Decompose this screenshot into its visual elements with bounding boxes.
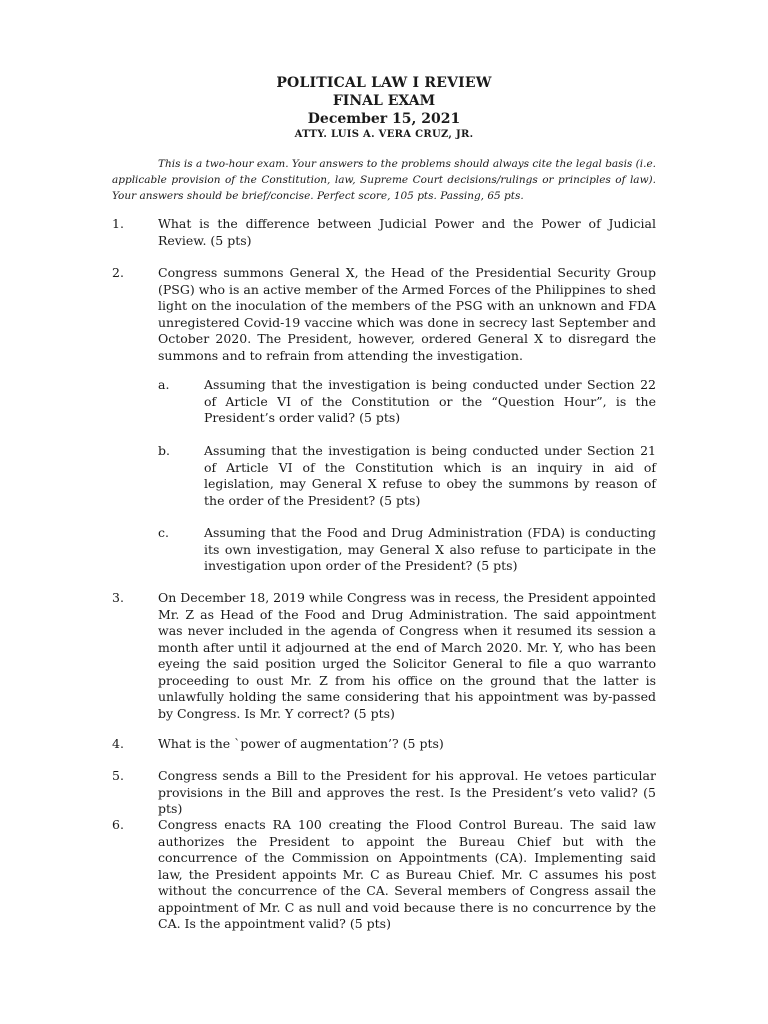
question-text: Congress enacts RA 100 creating the Flood Control Bureau. The said law authorizes the President to appoint the Bureau Chief but with the concurrence of the Commission on Appointments (CA). Implementing said law, the President appoints Mr. C as Bureau Chief. Mr. C assumes his post without the concurrence of the CA. Several members of Congress assail the appointment of Mr. C as null and void because there is no concurrence by the CA. Is the appointment valid? (5 pts) xyxy=(158,817,656,931)
question-text: Congress summons General X, the Head of the Presidential Security Group (PSG) who is an active member of the Armed Forces of the Philippines to shed light on the inoculation of the members of the PSG with an unknown and FDA unregistered Covid-19 vaccine which was done in secrecy last September and October 2020. The President, however, ordered General X to disregard the summons and to refrain from attending the investigation. xyxy=(158,265,656,363)
question-text: What is the `power of augmentation’? (5 pts) xyxy=(158,736,444,751)
sub-question-label: b. xyxy=(158,443,170,458)
question-number: 4. xyxy=(112,736,124,751)
question-number: 3. xyxy=(112,590,124,605)
question-item xyxy=(112,817,656,933)
sub-question-item xyxy=(158,377,656,427)
sub-question-item xyxy=(158,443,656,509)
instructor-name: ATTY. LUIS A. VERA CRUZ, JR. xyxy=(294,129,474,140)
question-item xyxy=(112,736,656,753)
course-title: POLITICAL LAW I REVIEW xyxy=(276,75,492,91)
question-number: 1. xyxy=(112,216,124,231)
sub-question-text: Assuming that the investigation is being conducted under Section 21 of Article VI of the Constitution which is an inquiry in aid of legislation, may General X refuse to obey the summons by reason of the order of the President? (5 pts) xyxy=(204,443,656,508)
exam-header xyxy=(0,74,768,142)
question-text: Congress sends a Bill to the President for his approval. He vetoes particular provisions in the Bill and approves the rest. Is the President’s veto valid? (5 pts) xyxy=(158,768,656,816)
question-number: 2. xyxy=(112,265,124,280)
question-item xyxy=(112,590,656,722)
sub-question-text: Assuming that the investigation is being conducted under Section 22 of Article VI of the Constitution or the “Question Hour”, is the President’s order valid? (5 pts) xyxy=(204,377,656,425)
exam-date: December 15, 2021 xyxy=(307,111,461,127)
exam-title: FINAL EXAM xyxy=(332,93,436,109)
sub-question-label: a. xyxy=(158,377,170,392)
question-item xyxy=(112,216,656,249)
question-item xyxy=(112,265,656,364)
question-text: On December 18, 2019 while Congress was in recess, the President appointed Mr. Z as Head of the Food and Drug Administration. The said appointment was never included in the agenda of Congress when it resumed its session a month after until it adjourned at the end of March 2020. Mr. Y, who has been eyeing the said position urged the Solicitor General to file a quo warranto proceeding to oust Mr. Z from his office on the ground that the latter is unlawfully holding the same considering that his appointment was by-passed by Congress. Is Mr. Y correct? (5 pts) xyxy=(158,590,657,721)
question-number: 6. xyxy=(112,817,124,832)
sub-question-text: Assuming that the Food and Drug Administration (FDA) is conducting its own investigation, may General X also refuse to participate in the investigation upon order of the President? (5 pts) xyxy=(204,525,656,573)
question-text: What is the difference between Judicial Power and the Power of Judicial Review. (5 pts) xyxy=(158,216,656,248)
exam-instructions: This is a two-hour exam. Your answers to the problems should always cite the legal basis (i.e. applicable provision of the Constitution, law, Supreme Court decisions/rulings or principles of law). Your answers should be brief/concise. Perfect score, 105 pts. Passing, 65 pts. xyxy=(112,158,656,202)
sub-question-label: c. xyxy=(158,525,169,540)
question-number: 5. xyxy=(112,768,124,783)
question-item xyxy=(112,768,656,818)
sub-question-item xyxy=(158,525,656,575)
